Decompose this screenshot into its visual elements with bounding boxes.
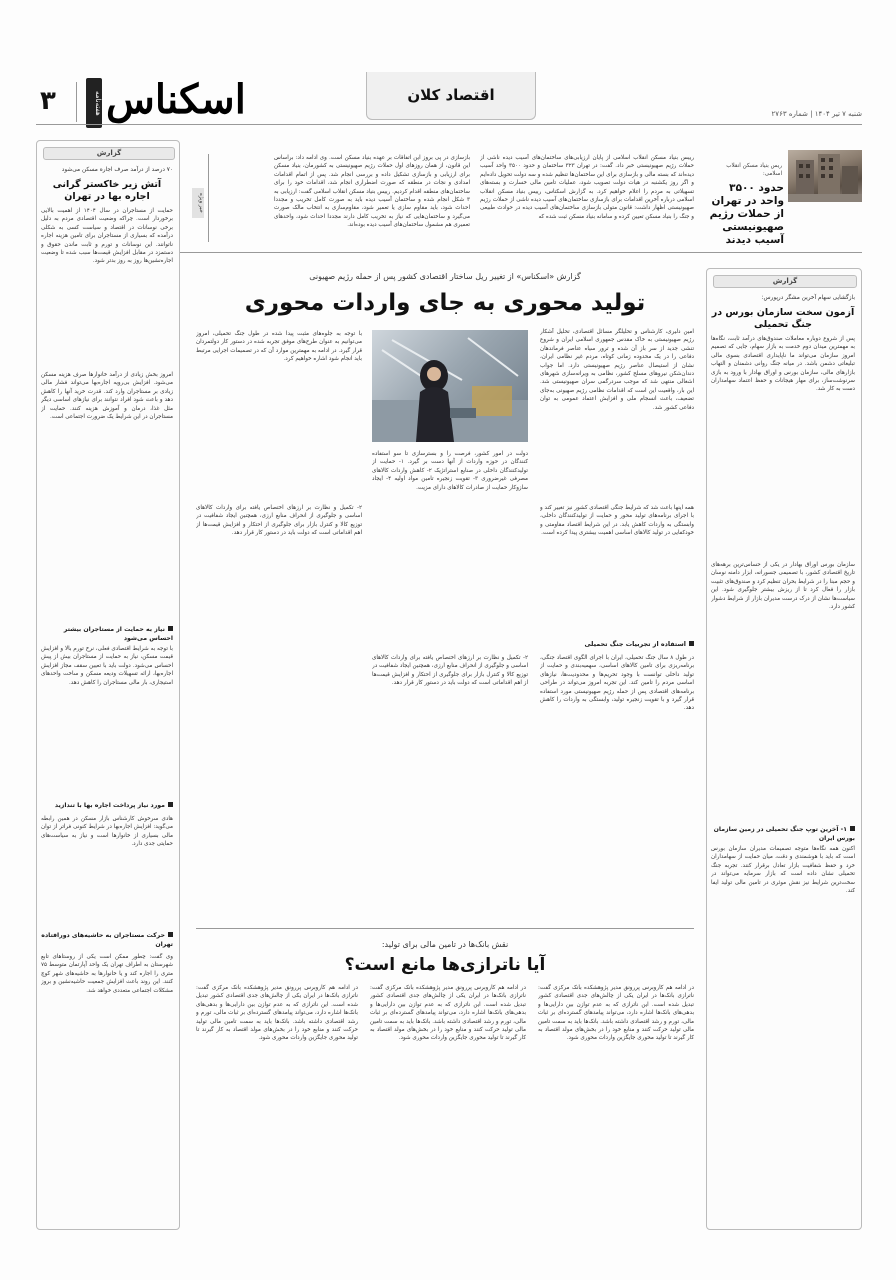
left-column-headline: آتش زیر خاکستر گرانی اجاره بها در تهران [52,179,162,202]
left-column-sub-1 [41,625,173,643]
feature-body-left: ۲- تکمیل و نظارت بر ارزهای اختصاص یافته برای واردات کالاهای اساسی و جلوگیری از انحراف منابع ارزی، همچنین ایجاد شفافیت در توزیع کالا و کنترل بازار برای جلوگیری از احتکار و افزایش قیمت‌ها از اهم اقداماتی است که دولت باید در دستور کار قرار دهد. [196,505,362,537]
feature-body-mid-1: دولت در امور کشور، فرصت را و بسترسازی تا سو استفاده کنندگان در حوزه واردات از آنها دست بر گیرد. ۱- حمایت از تولیدکنندگان داخلی در صنایع استراتژیک ۲- کاهش واردات کالاهای مصرفی غیرضروری ۳- تقویت زنجیره تامین مواد اولیه ۴- ایجاد سازوکار حمایت از صادرات کالاهای دارای مزیت. [372,451,528,491]
left-column-body-4: هادی سرخوش کارشناس بازار مسکن در همین رابطه می‌گوید: افزایش اجاره‌بها در شرایط کنونی فراتر از توان مالی بسیاری از خانوارها است و نیاز به سیاست‌های حمایتی جدی دارد. [41,816,173,848]
feature-headline-2: آیا ناترازی‌ها مانع است؟ [344,955,546,975]
right-column [706,268,862,1230]
feature-body-bottom-3: در ادامه هم کاروبرس پررونق مدیر پژوهشکده بانک مرکزی گفت: ناترازی بانک‌ها در ایران یکی از چالش‌های جدی اقتصادی کشور تبدیل شده است. این ناترازی که به عدم توازن بین دارایی‌ها و بدهی‌های بانک‌ها اشاره دارد، می‌تواند پیامدهای گسترده‌ای بر ثبات مالی، تورم و رشد اقتصادی داشته باشد. بانک‌ها باید به سمت تامین مالی تولید حرکت کنند و منابع خود را در بخش‌های مولد اقتصاد به کار گیرند تا تولید محوری جایگزین واردات محوری شود. [196,985,358,1042]
left-column-sub-3 [41,931,173,949]
top-story-headline: حدود ۳۵۰۰ واحد در تهران از حملات رژیم صهیونیستی آسیب دیدند [709,182,784,246]
right-column-headline: آزمون سخت سازمان بورس در جنگ تحمیلی [711,307,855,330]
right-column-body-2: سازمان بورس اوراق بهادار در یکی از حساس‌ترین برهه‌های تاریخ اقتصادی کشور، با تصمیمی جسورانه، ابزار دامنه نوسان و حجم مبنا را در شرایط بحران تنظیم کرد و صندوق‌های تثبیت بازار را فعال کرد تا از ریزش بیشتر جلوگیری شود. این سیاست‌ها نشان از درک درست مدیران بازار از شرایط دشوار کشور دارد. [711,562,855,611]
left-column-label: گزارش [43,147,175,160]
top-story-kicker: ریس بنیاد مسکن انقلاب اسلامی: [726,163,782,177]
feature-photo [372,330,528,442]
right-column-sub [711,825,855,843]
page-number: ۳ [40,86,56,116]
bullet-icon [168,932,173,937]
feature-body-right-3: در طول ۸ سال جنگ تحمیلی، ایران با اجرای الگوی اقتصاد جنگی، برنامه‌ریزی برای تامین کالاهای اساسی، سهمیه‌بندی و حمایت از تولید داخلی توانست با وجود تحریم‌ها و محدودیت‌ها، نیازهای اساسی مردم را تامین کند. این تجربه امروز می‌تواند در طراحی برنامه‌های اقتصادی پس از حمله رژیم صهیونیستی مورد استفاده قرار گیرد و با تقویت زنجیره تولید، وابستگی به واردات را کاهش دهد. [540,655,694,712]
feature-body-right-2: همه اینها باعث شد که شرایط جنگی اقتصادی کشور نیز تغییر کند و با اجرای برنامه‌های تولید محور و حمایت از تولیدکنندگان داخلی، وابستگی به واردات کاهش یابد. در این شرایط اقتصاد مقاومتی و خودکفایی در تولید کالاهای اساسی اهمیت بیشتری پیدا کرده است. [540,505,694,537]
feature-kicker-text: گزارش «اسکناس» از تغییر ریل ساختار اقتصادی کشور پس از حمله رژیم صهیونی [309,272,581,281]
top-story [190,150,862,246]
feature-body-right-1: امین دلیری، کارشناس و تحلیلگر مسائل اقتصادی، تحلیل آشکار رژیم صهیونیستی به خاک مقدس جمهوری اسلامی ایران و شروع تنشی جدید از سر باز آن شده و ترور سیاه عناصر فرماندهان دفاعی را در یک محدوده زمانی کوتاه، مردم غیر نظامی ایران، نشان از استیصال عناصر رژیم صهیونیستی دارد. اما جواب دندان‌شکن نیروهای مسلح کشور، نظامی به ویرانه‌سازی شهرهای اشغالی منتهی شد که موجب سردرگمی سران صهیونیستی شد. این بار، واقعیت این است که اقدامات نظامی رژیم صهیونی به‌جای تضعیف، باعث انسجام ملی و افزایش اعتماد عمومی به توان دفاعی کشور شد. [540,329,694,411]
feature-body-mid-2: با توجه به جلوه‌های مثبت پیدا شده در طول جنگ تحمیلی، امروز می‌توانیم به عنوان طرح‌های موفق تجربه شده در دستور کار دولتمردان قرار گیرد. در ادامه به مهمترین موارد آن که در تصمیمات اجرایی مرتبط باید انجام شود اشاره خواهیم کرد. [196,331,362,363]
masthead [36,72,862,132]
bullet-icon [168,626,173,631]
logo-tag [86,78,102,128]
left-column-sub-2-text: مورد نیاز پرداخت اجاره بها با تندازید [54,802,165,809]
right-column-kicker: بازگشایی سهام آخرین مشگر درپورس: [761,295,855,301]
section-tab [366,72,536,120]
section-title: اقتصاد کلان [407,86,495,104]
bullet-icon [168,802,173,807]
feature [196,268,694,1230]
top-story-divider [208,154,209,242]
building-photo [788,150,862,202]
right-column-label: گزارش [713,275,857,288]
factory-worker-photo [372,330,528,442]
logo: اسکناس [106,76,246,123]
feature-headline: تولید محوری به جای واردات محوری [244,290,646,316]
page-number-divider [76,82,77,122]
feature-body-bottom-1: در ادامه هم کاروبرس پررونق مدیر پژوهشکده بانک مرکزی گفت: ناترازی بانک‌ها در ایران یکی از چالش‌های جدی اقتصادی کشور تبدیل شده است. این ناترازی که به عدم توازن بین دارایی‌ها و بدهی‌های بانک‌ها اشاره دارد، می‌تواند پیامدهای گسترده‌ای بر ثبات مالی، تورم و رشد اقتصادی داشته باشد. بانک‌ها باید به سمت تامین مالی تولید حرکت کنند و منابع خود را در بخش‌های مولد اقتصاد به کار گیرند تا تولید محوری جایگزین واردات محوری شود. [538,985,694,1042]
feature-body-mid-3: ۲- تکمیل و نظارت بر ارزهای اختصاص یافته برای واردات کالاهای اساسی و جلوگیری از انحراف منابع ارزی، همچنین ایجاد شفافیت در توزیع کالا و کنترل بازار برای جلوگیری از احتکار و افزایش قیمت‌ها از اهم اقداماتی است که دولت باید در دستور کار قرار دهد. [372,655,528,687]
left-column-sub-2 [41,801,173,810]
top-story-side-label [192,188,204,218]
bullet-icon [850,826,855,831]
right-column-sub-text: ۱- آخرین توپ جنگ تحمیلی در زمین سازمان بورس ایران [713,826,855,842]
feature-sub-1-text: استفاده از تجربیات جنگ تحمیلی [584,640,686,648]
left-column-body-2: امروز بخش زیادی از درآمد خانوارها صرف هزینه مسکن می‌شود. افزایش بی‌رویه اجاره‌بها می‌تواند فشار مالی زیادی بر مستاجران وارد کند. قدرت خرید آنها را کاهش دهد و باعث شود افراد نتوانند برای نیازهای اساسی دیگر مثل غذا، درمان و آموزش هزینه کنند. حمایت از مستاجران در این شرایط یک ضرورت اجتماعی است. [41,372,173,421]
left-column-body-5: وی گفت: چطور ممکن است یکی از روستاهای تابع شهرستان به اطراف تهران یک واحد آپارتمان متوسط ۷۵ متری را اجاره کند و یا خانوارها به حاشیه‌های شهر کوچ کنند. این روند باعث افزایش جمعیت حاشیه‌نشین و بروز مشکلات اجتماعی متعددی خواهد شد. [41,954,173,994]
left-column-body-1: حمایت از مستاجران در سال ۱۴۰۴ از اهمیت بالایی برخوردار است. چراکه وضعیت اقتصادی مردم به دلیل برخی نوسانات در اقتصاد و سیاست کسی به شکلی درآمده که بسیاری از مستاجران برای تامین هزینه اجاره ناتوانند. این نوسانات و تورم و ثابت ماندن حقوق و دستمزد در مقابل افزایش قیمت‌ها سبب شده تا وضعیت اجاره‌نشین‌ها روز به روز بدتر شود. [41,208,173,265]
left-column-sub-1-text: نیاز به حمایت از مستاجران بیشتر احساس می‌شود [63,626,173,642]
right-column-body-1: پس از شروع دوباره معاملات صندوق‌های درآمد ثابت، نگاه‌ها به مهمترین میدان دوم خدمت به بازار سهام، جایی که تصمیم امروز سازمان می‌تواند ما ناپایداری اقتصادی بسوی مالی تبلیغاتی دشمن باشد. در میانه جنگ روانی دشمنان و التهاب بازارهای مالی، سازمان بورس و اوراق بهادار با ورود به بازی سرنوشت‌ساز، برای مهار هیجانات و حفظ اعتماد سهامداران دست به کار شد. [711,336,855,393]
feature-sub-1 [540,640,694,648]
date-line: شنبه ۷ تیر ۱۴۰۴ | شماره ۲۷۶۳ [771,110,862,118]
top-story-photo [788,150,862,202]
right-column-body-3: اکنون همه نگاه‌ها متوجه تصمیمات مدیران سازمان بورس است که باید با هوشمندی و دقت، میان حمایت از سهامداران خرد و حفظ شفافیت بازار تعادل برقرار کنند. تجربه جنگ تحمیلی نشان داده است که بازار سرمایه می‌تواند در سخت‌ترین شرایط نیز نقش موثری در تامین مالی تولید ایفا کند. [711,846,855,895]
left-column-sub-3-text: حرکت مستاجران به حاشیه‌های دورافتاده تهران [41,932,173,948]
logo-tag-text: هفته‌نامه [94,90,102,116]
left-column-kicker: ۷۰ درصد از درآمد صرف اجاره مسکن می‌شود [61,167,173,173]
top-story-col1: رییس بنیاد مسکن انقلاب اسلامی از پایان ارزیابی‌های ساختمان‌های آسیب دیده ناشی از حملات رژیم صهیونیستی خبر داد. گفت: در تهران ۳۲۳ ساختمان و حدود ۳۵۰۰ واحد آسیب دیده‌اند که بسته مالی و بازسازی برای این ساختمان‌ها تنظیم شده و سه دولت تحویل داده‌ایم و اگر روز یکشنبه در هیات دولت تصویب شود، عملیات تامین مالی خسارت و بسته‌های تسهیلاتی به مردم را اعلام خواهیم کرد. به گزارش اسکناس، رییس بنیاد مسکن انقلاب اسلامی درباره آخرین اقدامات برای بازسازی ساختمان‌های آسیب دیده ناشی از حملات رژیم صهیونیستی اظهار داشت: قانون متولی بازسازی ساختمان‌های آسیب دیده در حوادث طبیعی و جنگ را بنیاد مسکن تعیین کرده و سامانه بنیاد مسکن ثبت شده که [480,155,694,220]
feature-rule [196,928,694,929]
masthead-rule [36,124,862,125]
side-label-text: خبر ویژه [198,193,204,213]
top-story-col2: بازسازی در پی بروز این اتفاقات بر عهده بنیاد مسکن است. وی ادامه داد: براساس این قانون، از همان روزهای اول حملات رژیم صهیونیستی به کشورمان، بنیاد مسکن برای ارزیابی و بازسازی تشکیل داده و بررسی انجام شد. پس از اتمام اقدامات امدادی و نجات در منطقه که صورت اضطراری انجام شد، اقدامات خود را برای ساختمان‌های منطقه اقدام کردیم. رییس بنیاد مسکن انقلاب اسلامی گفت: ارزیابی به ۳ شکل انجام شده و ساختمان آسیب دیده باید به صورت کامل تخریب و مجددا احداث شود، باید مقاوم سازی یا تعمیر شود، مقاوم‌سازی به انتخاب مالک صورت می‌گیرد و ساختمان‌هایی که نیاز به تخریب کامل دارند مجددا احداث شود، واحدهای تعمیری هم مشمول ساختمان‌های آسیب دیده بوده‌اند. [274,155,470,229]
left-column-body-3: با توجه به شرایط اقتصادی فعلی، نرخ تورم بالا و افزایش قیمت مسکن، نیاز به حمایت از مستاجران بیش از پیش احساس می‌شود. دولت باید با تعیین سقف مجاز افزایش اجاره‌بها، ارائه تسهیلات ودیعه مسکن و ساخت واحدهای استیجاری، بار مالی مستاجران را کاهش دهد. [41,646,173,686]
feature-body-bottom-2: در ادامه هم کاروبرس پررونق مدیر پژوهشکده بانک مرکزی گفت: ناترازی بانک‌ها در ایران یکی از چالش‌های جدی اقتصادی کشور تبدیل شده است. این ناترازی که به عدم توازن بین دارایی‌ها و بدهی‌های بانک‌ها اشاره دارد، می‌تواند پیامدهای گسترده‌ای بر ثبات مالی، تورم و رشد اقتصادی داشته باشد. بانک‌ها باید به سمت تامین مالی تولید حرکت کنند و منابع خود را در بخش‌های مولد اقتصاد به کار گیرند تا تولید محوری جایگزین واردات محوری شود. [370,985,526,1042]
left-column [36,140,180,1230]
feature-kicker [196,272,694,281]
bullet-icon [689,641,694,646]
feature-sub-2: نقش بانک‌ها در تامین مالی برای تولید: [381,940,509,949]
